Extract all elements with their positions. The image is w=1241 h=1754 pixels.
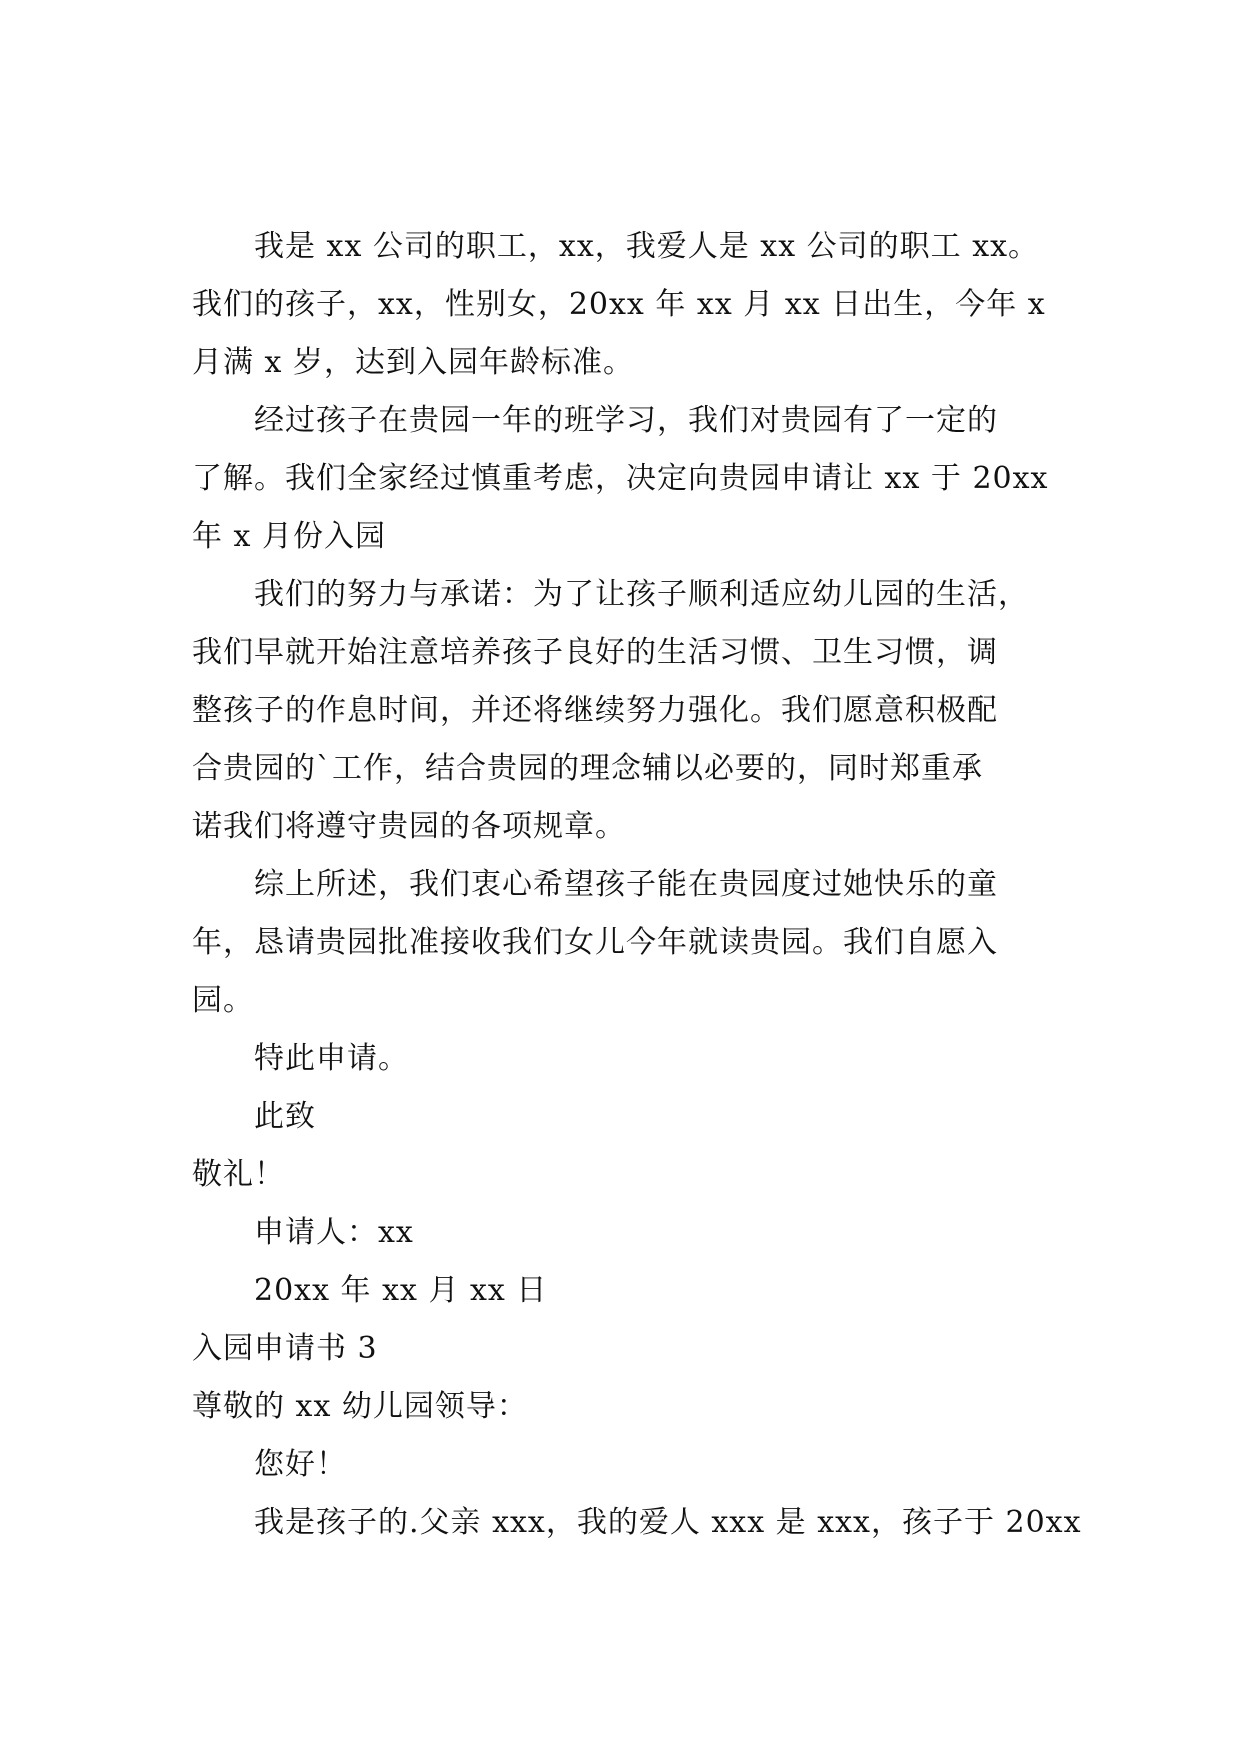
section-title: 入园申请书 3 bbox=[192, 1331, 378, 1366]
text-line: 诺我们将遵守贵园的各项规章。 bbox=[192, 809, 626, 844]
text-line: 我们早就开始注意培养孩子良好的生活习惯、卫生习惯，调 bbox=[192, 635, 998, 670]
closing-line: 特此申请。 bbox=[254, 1041, 409, 1076]
date-line: 20xx 年 xx 月 xx 日 bbox=[254, 1273, 548, 1308]
text-line: 我是 xx 公司的职工，xx，我爱人是 xx 公司的职工 xx。 bbox=[254, 229, 1040, 264]
text-line: 年，恳请贵园批准接收我们女儿今年就读贵园。我们自愿入 bbox=[192, 925, 998, 960]
text-line: 园。 bbox=[192, 983, 254, 1018]
text-line: 了解。我们全家经过慎重考虑，决定向贵园申请让 xx 于 20xx bbox=[192, 461, 1049, 496]
text-line: 综上所述，我们衷心希望孩子能在贵园度过她快乐的童 bbox=[254, 867, 998, 902]
document-body bbox=[192, 218, 1082, 1552]
text-line: 整孩子的作息时间，并还将继续努力强化。我们愿意积极配 bbox=[192, 693, 998, 728]
signature-line: 申请人：xx bbox=[254, 1215, 414, 1250]
salutation-line: 敬礼！ bbox=[192, 1157, 285, 1192]
greeting-line: 您好！ bbox=[254, 1447, 347, 1482]
text-line: 我是孩子的.父亲 xxx，我的爱人 xxx 是 xxx，孩子于 20xx bbox=[254, 1505, 1082, 1540]
text-line: 经过孩子在贵园一年的班学习，我们对贵园有了一定的 bbox=[254, 403, 998, 438]
text-line: 我们的孩子，xx，性别女，20xx 年 xx 月 xx 日出生，今年 x bbox=[192, 287, 1046, 322]
text-line: 合贵园的`工作，结合贵园的理念辅以必要的，同时郑重承 bbox=[192, 751, 983, 786]
text-line: 年 x 月份入园 bbox=[192, 519, 386, 554]
text-line: 我们的努力与承诺：为了让孩子顺利适应幼儿园的生活， bbox=[254, 577, 1029, 612]
closing-line: 此致 bbox=[254, 1099, 316, 1134]
greeting-line: 尊敬的 xx 幼儿园领导： bbox=[192, 1389, 528, 1424]
text-line: 月满 x 岁，达到入园年龄标准。 bbox=[192, 345, 634, 380]
